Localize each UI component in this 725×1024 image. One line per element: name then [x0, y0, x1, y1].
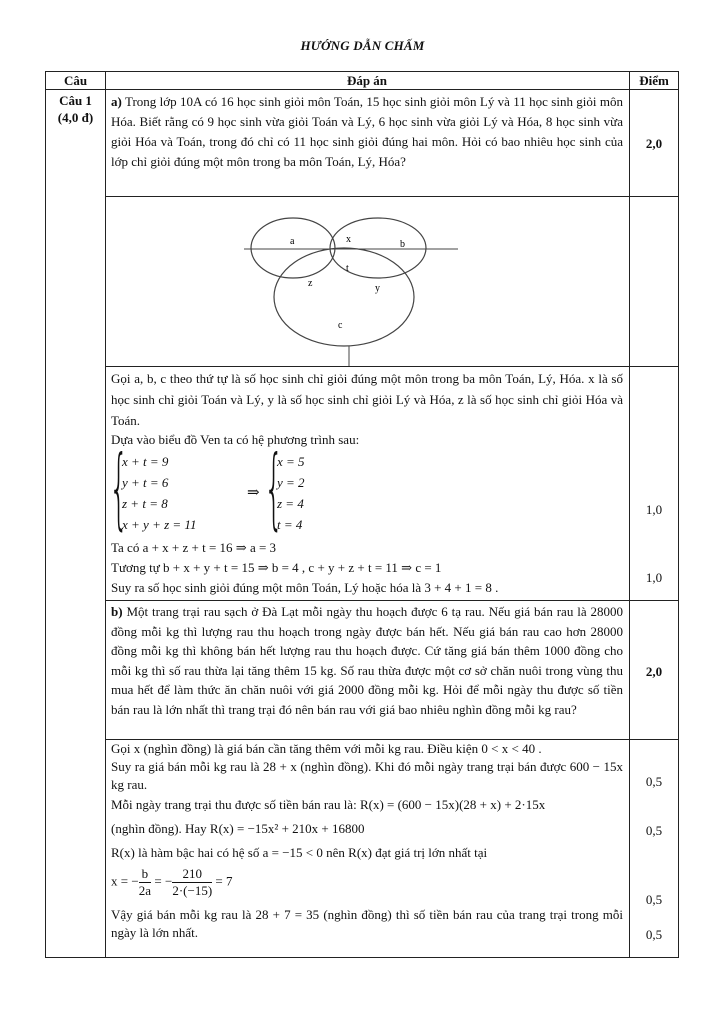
grading-table	[45, 71, 679, 958]
question-label	[46, 92, 105, 126]
part-b-text: Một trang trại rau sạch ở Đà Lạt mỗi ngày thu hoạch được 6 tạ rau. Nếu giá bán rau là 28000 đồng mỗi kg thì lượng rau thu hoạch trong ngày được bán hết. Nếu giá bán rau cao hơn 28000 đồng mỗi kg thì không bán hết lượng rau thu hoạch được. Cứ tăng giá bán thêm 1000 đồng cho mỗi kg thì số rau thừa lại tăng thêm 15 kg. Số rau thừa được một cơ sở chăn nuôi trong vùng thu mua hết để làm thức ăn chăn nuôi với giá 2000 đồng mỗi kg. Hỏi để mỗi ngày thu được số tiền bán rau là lớn nhất thì trang trại đó nên bán rau với giá bao nhiêu nghìn đồng mỗi kg rau?	[111, 604, 623, 717]
part-b-question	[111, 602, 623, 719]
formula-suffix: = 7	[212, 873, 233, 889]
venn-label-t: t	[346, 263, 349, 274]
venn-label-b: b	[400, 239, 405, 250]
equation: y + t = 6	[122, 475, 169, 490]
equation: t = 4	[277, 517, 303, 532]
part-a-label: a)	[111, 94, 122, 109]
part-a-score: 2,0	[645, 136, 663, 151]
row-divider	[105, 600, 678, 601]
part-b-score-4: 0,5	[645, 927, 663, 942]
equation: z = 4	[277, 496, 304, 511]
part-b-vertex-formula	[111, 866, 623, 899]
page-title: HƯỚNG DẪN CHẤM	[300, 38, 425, 53]
part-b-quadratic: R(x) là hàm bậc hai có hệ số a = −15 < 0 nên R(x) đạt giá trị lớn nhất tại	[111, 845, 488, 860]
question-number: Câu 1	[59, 93, 92, 108]
venn-label-c: c	[338, 320, 343, 331]
formula-prefix: x = −	[111, 873, 139, 889]
fraction-210	[172, 866, 212, 899]
system-brace-right: {	[264, 436, 284, 539]
column-divider	[105, 72, 106, 957]
fraction-denominator: 2·(−15)	[172, 883, 213, 898]
part-b-condition: Gọi x (nghìn đồng) là giá bán cần tăng thêm với mỗi kg rau. Điều kiện 0 < x < 40 .	[111, 741, 542, 756]
part-b-score: 2,0	[645, 664, 663, 679]
system-left	[122, 451, 196, 535]
part-a-step-a: Ta có a + x + z + t = 16 ⇒ a = 3	[111, 540, 277, 555]
part-b-score-3: 0,5	[645, 892, 663, 907]
part-b-revenue-simplified: (nghìn đồng). Hay R(x) = −15x² + 210x + 16800	[111, 821, 365, 836]
fraction-numerator: 210	[172, 866, 212, 883]
part-a-venn-note: Dựa vào biểu đồ Ven ta có hệ phương trình sau:	[111, 432, 360, 447]
part-a-text: Trong lớp 10A có 16 học sinh giỏi môn Toán, 15 học sinh giỏi môn Lý và 11 học sinh giỏi môn Hóa. Biết rằng có 9 học sinh vừa giỏi Toán và Lý, 6 học sinh vừa giỏi Lý và Hóa, 8 học sinh vừa giỏi Hóa và Toán, trong đó chỉ có 11 học sinh giỏi đúng hai môn. Hỏi có bao nhiêu học sinh của lớp chỉ giỏi đúng một môn trong ba môn Toán, Lý, Hóa?	[111, 94, 623, 169]
venn-diagram	[241, 196, 461, 366]
venn-label-x: x	[346, 234, 351, 245]
part-b-conclusion: Vậy giá bán mỗi kg rau là 28 + 7 = 35 (nghìn đồng) thì số tiền bán rau của trang trại trong mỗi ngày là lớn nhất.	[111, 907, 623, 940]
equation: x + t = 9	[122, 454, 169, 469]
part-a-conclusion: Suy ra số học sinh giỏi đúng một môn Toán, Lý hoặc hóa là 3 + 4 + 1 = 8 .	[111, 580, 499, 595]
venn-label-a: a	[290, 236, 295, 247]
fraction-numerator: b	[139, 866, 152, 883]
part-b-label: b)	[111, 604, 123, 619]
part-b-score-2: 0,5	[645, 823, 663, 838]
equation: x + y + z = 11	[122, 517, 197, 532]
header-score: Điểm	[639, 73, 669, 88]
venn-circle-toan	[251, 218, 335, 278]
part-a-step-b-c: Tương tự b + x + y + t = 15 ⇒ b = 4 , c + y + z + t = 11 ⇒ c = 1	[111, 560, 442, 575]
part-a-score-1: 1,0	[645, 502, 663, 517]
header-question: Câu	[63, 73, 88, 88]
implies-arrow: ⇒	[247, 485, 260, 501]
part-b-revenue: Mỗi ngày trang trại thu được số tiền bán rau là: R(x) = (600 − 15x)(28 + x) + 2·15x	[111, 797, 546, 812]
venn-label-y: y	[375, 283, 380, 294]
question-points: (4,0 đ)	[57, 110, 94, 125]
venn-label-z: z	[308, 278, 313, 289]
fraction-denominator: 2a	[138, 883, 152, 898]
equation: z + t = 8	[122, 496, 168, 511]
part-a-score-2: 1,0	[645, 570, 663, 585]
part-b-score-1: 0,5	[645, 774, 663, 789]
header-answer: Đáp án	[346, 73, 388, 88]
formula-mid: = −	[151, 873, 173, 889]
part-a-solution-intro: Gọi a, b, c theo thứ tự là số học sinh chỉ giỏi đúng một môn trong ba môn Toán, Lý, Hóa. x là số học sinh chỉ giỏi Toán và Lý, y là số học sinh chỉ giỏi Lý và Hóa, z là số học sinh chỉ giỏi Hóa và Toán.	[111, 371, 623, 428]
venn-circle-hoa	[274, 248, 414, 346]
system-brace-left: {	[109, 436, 129, 539]
part-b-price: Suy ra giá bán mỗi kg rau là 28 + x (nghìn đồng). Khi đó mỗi ngày trang trại bán được 600 − 15x kg rau.	[111, 759, 623, 792]
part-b-solution-intro	[111, 740, 623, 794]
system-right	[277, 451, 305, 535]
row-divider	[105, 366, 678, 367]
fraction-b-2a	[139, 866, 152, 899]
equation: x = 5	[277, 454, 305, 469]
equation: y = 2	[277, 475, 305, 490]
part-a-question	[111, 92, 623, 172]
